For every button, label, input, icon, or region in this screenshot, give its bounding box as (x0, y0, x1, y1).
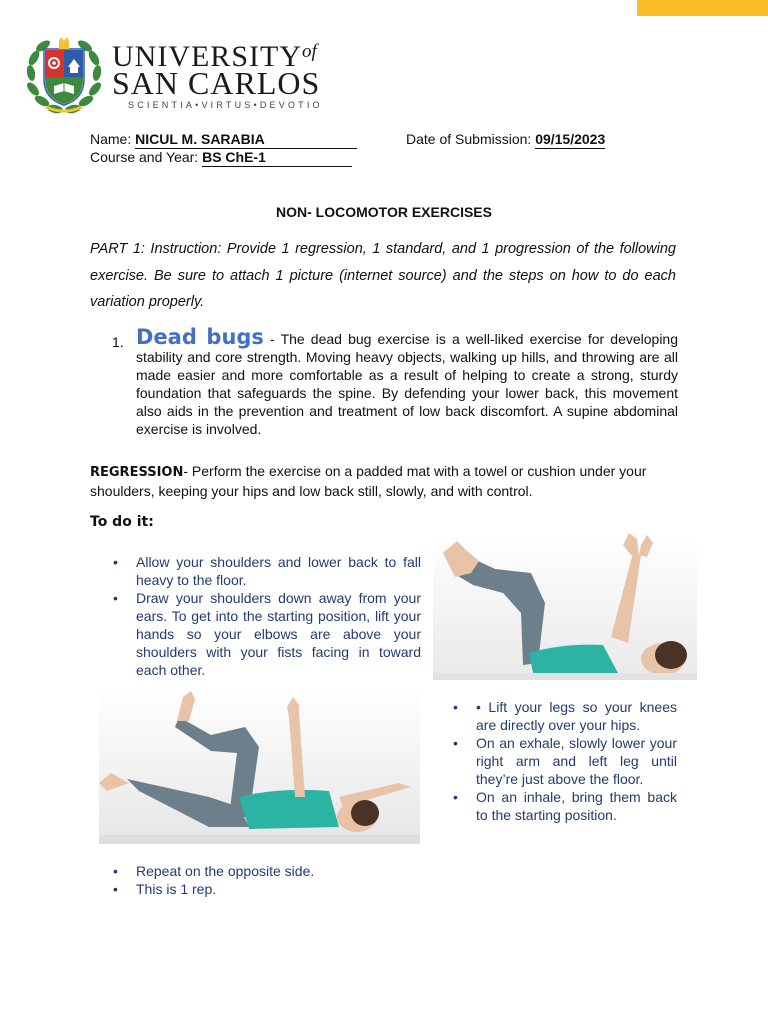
exercise-heading: Dead bugs (136, 325, 264, 349)
list-item: • Allow your shoulders and lower back to fall heavy to the floor. (113, 553, 421, 589)
list-item: • • Lift your legs so your knees are directly over your hips. (453, 698, 677, 734)
dead-bug-extended-photo (99, 687, 420, 844)
list-item: • On an exhale, slowly lower your right arm and left leg until they’re just above the floor. (453, 734, 677, 788)
document-title: NON- LOCOMOTOR EXERCISES (276, 204, 492, 220)
dead-bug-start-photo (433, 533, 697, 680)
regression-label: REGRESSION (90, 465, 184, 480)
university-seal-icon (22, 33, 106, 117)
steps-list-bottom (113, 862, 421, 898)
name-label: Name: (90, 131, 132, 147)
course-value: BS ChE-1 (202, 148, 352, 167)
steps-list-top (113, 553, 421, 679)
university-word: UNIVERSITY (112, 40, 302, 73)
course-label: Course and Year: (90, 149, 199, 165)
regression-paragraph (90, 462, 680, 501)
date-label: Date of Submission: (406, 131, 532, 147)
list-item: • Draw your shoulders down away from your ears. To get into the starting position, lift your hands so your elbows are above your shoulders with your fists facing in toward each other. (113, 589, 421, 679)
todo-heading: To do it: (90, 514, 154, 530)
date-row (406, 130, 605, 149)
name-value: NICUL M. SARABIA (135, 130, 357, 149)
exercise-number: 1. (112, 334, 124, 350)
list-item: • Repeat on the opposite side. (113, 862, 421, 880)
university-of: of (302, 41, 317, 62)
exercise-description: - The dead bug exercise is a well-liked exercise for developing stability and core strength. Moving heavy objects, walking up hills, and throwing are all made easier and more comfortable as a result of helping to create a strong, sturdy foundation that safeguards the spine. By defending your lower back, this movement also aids in the prevention and treatment of low back discomfort. A supine abdominal exercise is involved. (136, 331, 679, 437)
list-item: • On an inhale, bring them back to the starting position. (453, 788, 677, 824)
name-row (90, 130, 357, 149)
university-motto: SCIENTIA•VIRTUS•DEVOTIO (128, 100, 323, 110)
course-row (90, 148, 352, 167)
date-value: 09/15/2023 (535, 131, 606, 147)
list-item: • This is 1 rep. (113, 880, 421, 898)
exercise-paragraph (136, 325, 679, 438)
university-line2: SAN CARLOS (112, 65, 321, 101)
regression-text: - Perform the exercise on a padded mat with a towel or cushion under your shoulders, keeping your hips and low back still, slowly, and with control. (90, 463, 647, 499)
accent-bar (637, 0, 768, 16)
steps-list-right (453, 698, 677, 824)
instruction-text: PART 1: Instruction: Provide 1 regression, 1 standard, and 1 progression of the following exercise. Be sure to attach 1 picture (internet source) and the steps on how to do each variation properly. (90, 241, 676, 310)
